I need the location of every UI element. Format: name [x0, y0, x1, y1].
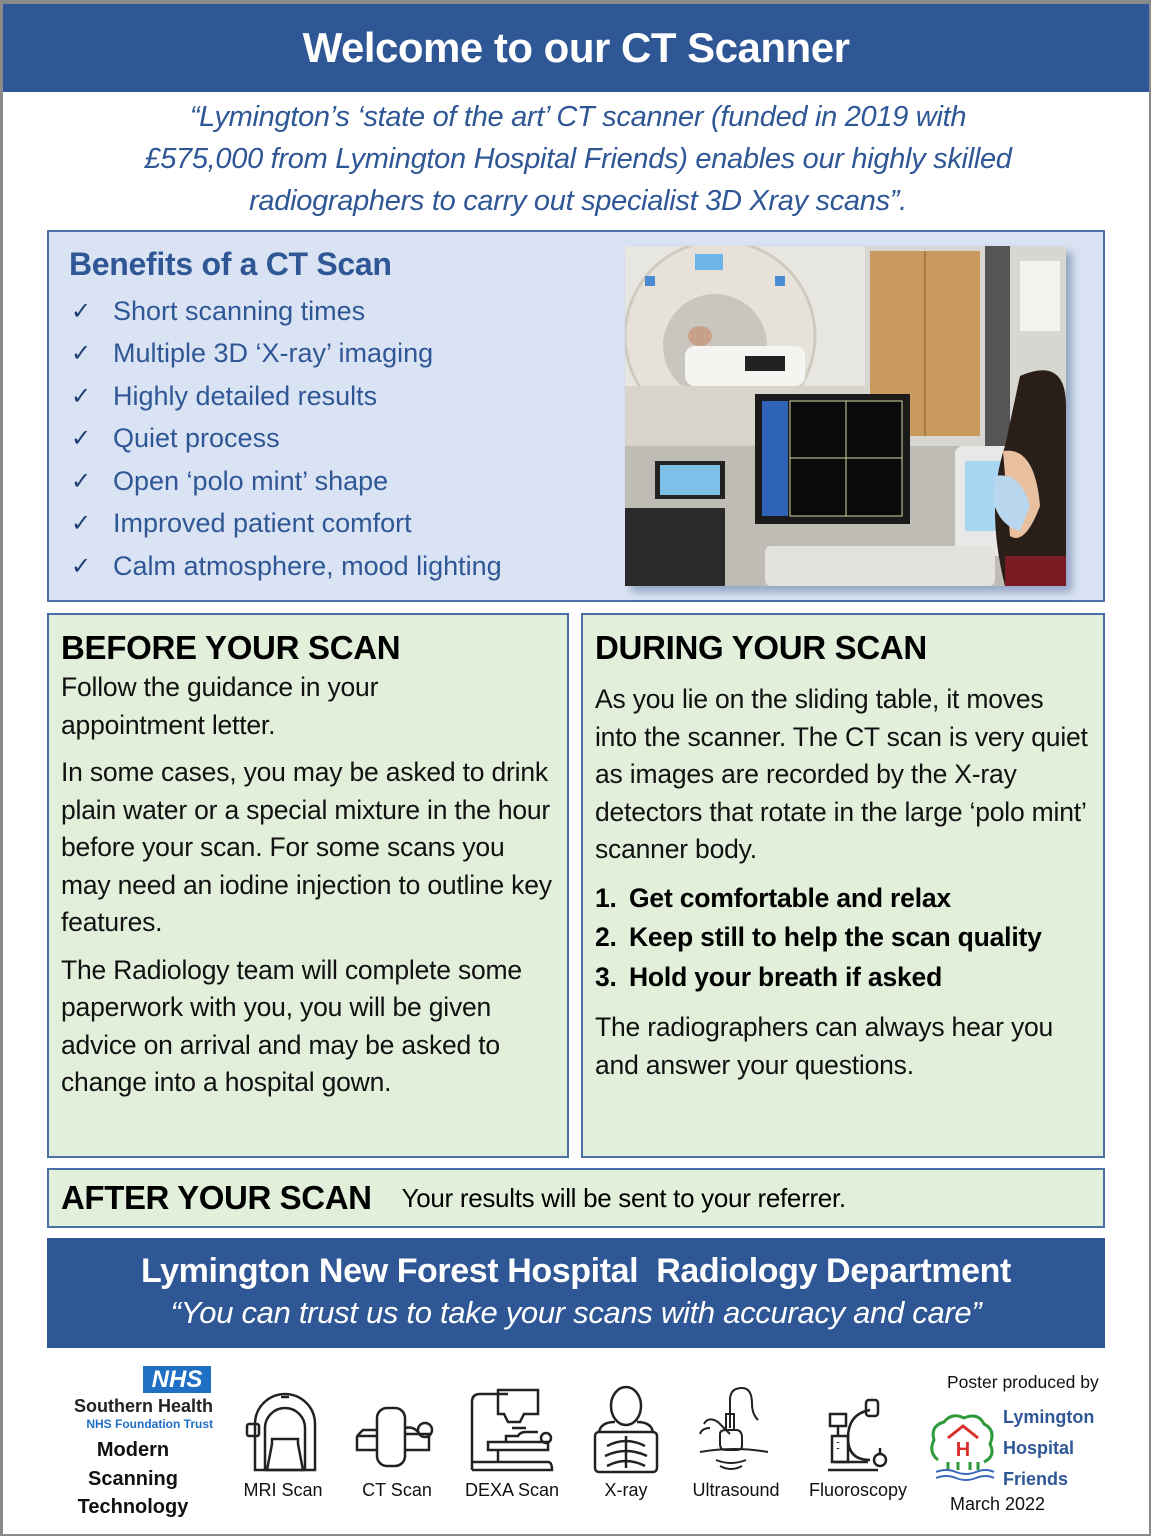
benefit-item: ✓ Calm atmosphere, mood lighting	[71, 550, 502, 581]
during-your-scan-panel	[581, 613, 1105, 1158]
check-icon: ✓	[71, 467, 92, 495]
step-item: 2. Keep still to help the scan quality	[595, 922, 1042, 952]
department-tagline: “You can trust us to take your scans with accuracy and care”	[170, 1295, 982, 1330]
intro-line: “Lymington’s ‘state of the art’ CT scanner (funded in 2019 with	[189, 101, 967, 133]
benefit-item: ✓ Quiet process	[71, 423, 280, 454]
page-title: Welcome to our CT Scanner	[302, 24, 850, 71]
svg-text:H: H	[955, 1439, 971, 1461]
fluoroscopy-icon	[808, 1384, 908, 1474]
ct-room-photo	[625, 246, 1066, 586]
poster-date: March 2022	[950, 1494, 1046, 1514]
check-icon: ✓	[71, 297, 92, 325]
before-paragraph: Follow the guidance in your appointment letter.	[61, 672, 379, 740]
trust-subtitle: NHS Foundation Trust	[86, 1417, 213, 1431]
benefit-item: ✓ Open ‘polo mint’ shape	[71, 465, 389, 496]
modality-mri	[239, 1384, 327, 1501]
dexa-scanner-icon	[468, 1384, 556, 1474]
benefit-item: ✓ Multiple 3D ‘X-ray’ imaging	[71, 338, 434, 369]
ct-scanner-icon	[353, 1384, 441, 1474]
before-paragraph: In some cases, you may be asked to drink plain water or a special mixture in the hour before your scan. For some scans you may need an iodine injection to outline key features.	[61, 757, 552, 937]
benefit-item: ✓ Short scanning times	[71, 295, 366, 326]
benefit-item: ✓ Highly detailed results	[71, 380, 378, 411]
benefits-title: Benefits of a CT Scan	[69, 246, 392, 282]
poster	[3, 4, 1149, 1534]
modality-xray	[591, 1384, 661, 1501]
after-title: AFTER YOUR SCAN	[61, 1179, 372, 1216]
modality-fluoroscopy	[808, 1384, 908, 1501]
nhs-logo: NHS	[143, 1366, 211, 1393]
benefit-item: ✓ Improved patient comfort	[71, 508, 412, 539]
during-steps	[595, 879, 1091, 998]
hospital-friends-logo	[928, 1412, 998, 1487]
check-icon: ✓	[71, 382, 92, 410]
benefits-box	[47, 230, 1105, 602]
intro-line: radiographers to carry out specialist 3D Xray scans”.	[249, 185, 907, 217]
benefits-list	[71, 290, 502, 588]
modality-label: MRI Scan	[243, 1480, 323, 1500]
mri-scanner-icon	[239, 1384, 327, 1474]
intro-line: £575,000 from Lymington Hospital Friends) enables our highly skilled	[144, 143, 1012, 175]
modality-label: Fluoroscopy	[808, 1480, 908, 1500]
produced-by-label: Poster produced by	[947, 1372, 1099, 1392]
check-icon: ✓	[71, 425, 92, 453]
xray-icon	[591, 1384, 661, 1474]
ultrasound-icon	[686, 1384, 786, 1474]
modality-ultrasound	[686, 1384, 786, 1501]
check-icon: ✓	[71, 552, 92, 580]
intro-quote	[43, 96, 1113, 222]
after-your-scan-box	[47, 1168, 1105, 1228]
modality-label: X-ray	[604, 1480, 648, 1500]
department-banner	[47, 1238, 1105, 1348]
during-outro: The radiographers can always hear you and answer your questions.	[595, 1012, 1054, 1080]
title-banner	[3, 4, 1149, 92]
modality-ct	[353, 1384, 441, 1501]
tree-house-logo-icon	[928, 1412, 998, 1482]
modern-scanning-label: Modern Scanning Technology	[77, 1439, 189, 1518]
during-title: DURING YOUR SCAN	[595, 629, 927, 666]
hospital-friends-name: Lymington Hospital Friends	[1003, 1407, 1095, 1489]
before-paragraph: The Radiology team will complete some paperwork with you, you will be given advice on arrival and may be asked to change into a hospital gown.	[61, 954, 522, 1097]
check-icon: ✓	[71, 340, 92, 368]
during-intro: As you lie on the sliding table, it moves into the scanner. The CT scan is very quiet as images are recorded by the X-ray detectors that rotate in the large ‘polo mint’ scanner body.	[595, 684, 1088, 864]
modality-label: DEXA Scan	[465, 1480, 560, 1500]
trust-name: Southern Health	[73, 1396, 213, 1416]
modality-label: CT Scan	[362, 1480, 432, 1500]
after-text: Your results will be sent to your referrer.	[401, 1182, 846, 1213]
check-icon: ✓	[71, 510, 92, 538]
before-title: BEFORE YOUR SCAN	[61, 629, 401, 666]
before-your-scan-panel	[47, 613, 569, 1158]
step-item: 1. Get comfortable and relax	[595, 882, 951, 913]
department-name: Lymington New Forest Hospital Radiology Department	[141, 1252, 1011, 1290]
modality-dexa	[465, 1384, 559, 1501]
modality-label: Ultrasound	[692, 1480, 780, 1500]
step-item: 3. Hold your breath if asked	[595, 961, 943, 992]
